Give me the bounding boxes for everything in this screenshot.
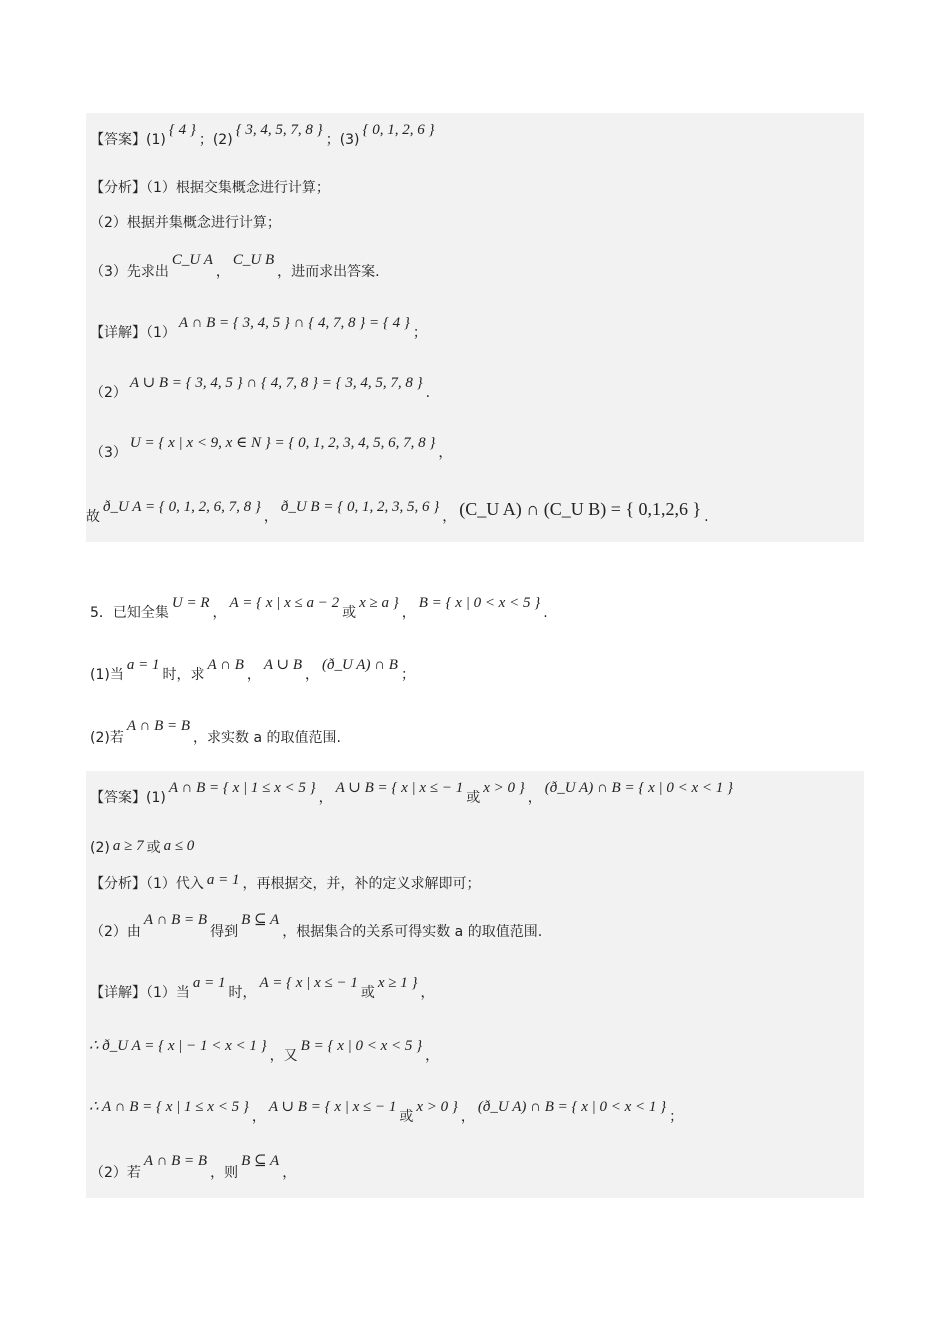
answer-line-2b (90, 838, 197, 858)
text: （3） (90, 445, 127, 461)
math-expr: U = { x | x < 9, x ∈ N } = { 0, 1, 2, 3, 4, 5, 6, 7, 8 } (129, 435, 436, 451)
answer-label: 【答案】 (90, 132, 146, 148)
detail-line-2-4 (90, 1153, 297, 1183)
detail-line-2-3 (86, 1099, 684, 1127)
text: (2)若 (90, 730, 124, 746)
math-expr: { 3, 4, 5, 7, 8 } (235, 122, 323, 138)
math-expr: A = { x | x ≤ a − 2 (229, 595, 340, 611)
text: （1） (146, 325, 176, 341)
math-expr: (ð_U A) ∩ B (321, 657, 398, 673)
text: 或 (360, 985, 375, 1001)
text: ， (318, 790, 333, 806)
part-marker: (2) (212, 132, 233, 148)
part-marker: (2) (90, 840, 110, 856)
text: ； (412, 325, 427, 341)
text: ，进而求出答案. (277, 264, 380, 280)
text: ，根据集合的关系可得实数 a 的取值范围. (282, 924, 543, 940)
detail-line-2 (90, 375, 431, 403)
text: ， (420, 985, 435, 1001)
text: ， (304, 667, 319, 683)
part-marker: (1) (146, 132, 166, 148)
text: ， (212, 605, 227, 621)
text: 故 (86, 509, 100, 525)
math-expr: (C_U A) ∩ (C_U B) = { 0,1,2,6 } (459, 499, 702, 519)
math-expr: A ∩ B = { 3, 4, 5 } ∩ { 4, 7, 8 } = { 4 } (178, 315, 410, 331)
text: 或 (342, 605, 357, 621)
math-expr: A ∪ B (263, 657, 302, 673)
separator: ； (198, 132, 213, 148)
math-expr: (ð_U A) ∩ B = { x | 0 < x < 1 } (544, 780, 733, 796)
text: （1）当 (146, 985, 190, 1001)
math-expr: A = { x | x ≤ − 1 (259, 975, 358, 991)
math-expr: a = 1 (206, 872, 240, 888)
question-5-part-1 (90, 657, 415, 685)
math-expr: (ð_U A) ∩ B = { x | 0 < x < 1 } (477, 1099, 667, 1115)
text: （1）根据交集概念进行计算； (146, 180, 330, 196)
analysis-label: 【分析】 (90, 876, 146, 892)
text: （2）由 (90, 924, 141, 940)
part-marker: (1) (146, 790, 166, 806)
math-expr: B = { x | 0 < x < 5 } (300, 1038, 423, 1054)
text: . (425, 385, 431, 401)
text: ，求实数 a 的取值范围. (193, 730, 341, 746)
text: (1)当 (90, 667, 124, 683)
math-expr: A ∩ B = { x | 1 ≤ x < 5 } (168, 780, 316, 796)
text: 或 (466, 790, 481, 806)
part-marker: (3) (339, 132, 360, 148)
text: （3）先求出 (90, 264, 169, 280)
math-expr: A ∪ B = { x | x ≤ − 1 (268, 1099, 397, 1115)
math-expr: ð_U B = { 0, 1, 2, 3, 5, 6 } (280, 499, 440, 515)
math-expr: a = 1 (126, 657, 160, 673)
math-expr: U = R (171, 595, 210, 611)
math-expr: A ∩ B = B (126, 718, 191, 734)
math-expr: a ≤ 0 (163, 838, 195, 854)
detail-line-2-2 (86, 1038, 440, 1066)
text: ， (425, 1048, 440, 1064)
text: ， (442, 509, 457, 525)
text: ， (215, 264, 230, 280)
text: ， (251, 1109, 266, 1125)
math-expr: a = 1 (192, 975, 226, 991)
analysis-line-2-1 (90, 874, 481, 894)
text: 或 (146, 840, 161, 856)
detail-line-4 (86, 499, 709, 527)
detail-line-1 (90, 315, 427, 343)
detail-line-2-1 (90, 975, 435, 1003)
text: ，再根据交，并，补的定义求解即可； (242, 876, 481, 892)
text: ， (263, 509, 278, 525)
math-expr: { 4 } (168, 122, 196, 138)
text: ； (400, 667, 415, 683)
math-expr: A ∩ B (207, 657, 244, 673)
math-expr: B = { x | 0 < x < 5 } (418, 595, 541, 611)
question-5-stem (90, 595, 548, 623)
math-expr: C_U A (171, 252, 213, 268)
math-expr: ∴ ð_U A = { x | − 1 < x < 1 } (89, 1038, 267, 1054)
math-expr: C_U B (232, 252, 275, 268)
text: ， (246, 667, 261, 683)
analysis-line-3 (90, 252, 380, 282)
math-expr: ð_U A = { 0, 1, 2, 6, 7, 8 } (103, 499, 261, 515)
math-expr: x ≥ a } (359, 595, 399, 611)
analysis-label: 【分析】 (90, 180, 146, 196)
math-expr: x > 0 } (416, 1099, 458, 1115)
text: 时，求 (162, 667, 205, 683)
text: ，则 (210, 1165, 239, 1181)
math-expr: B ⊆ A (241, 912, 280, 928)
question-5-part-2 (90, 718, 341, 748)
text: 或 (399, 1109, 414, 1125)
math-expr: { 0, 1, 2, 6 } (362, 122, 435, 138)
text: （1）代入 (146, 876, 204, 892)
text: . (543, 605, 548, 621)
math-expr: A ∩ B = B (143, 1153, 208, 1169)
text: ； (669, 1109, 684, 1125)
text: ， (401, 605, 416, 621)
text: 时， (228, 985, 257, 1001)
math-expr: x ≥ 1 } (377, 975, 418, 991)
text: 5．已知全集 (90, 605, 169, 621)
analysis-line-2 (90, 213, 281, 233)
math-expr: B ⊆ A (241, 1153, 280, 1169)
math-expr: A ∪ B = { x | x ≤ − 1 (335, 780, 464, 796)
detail-line-3 (90, 435, 453, 463)
math-expr: a ≥ 7 (112, 838, 144, 854)
detail-label: 【详解】 (90, 985, 146, 1001)
text: ， (460, 1109, 475, 1125)
math-expr: A ∪ B = { 3, 4, 5 } ∩ { 4, 7, 8 } = { 3, 4, 5, 7, 8 } (129, 375, 423, 391)
text: （2）根据并集概念进行计算； (90, 215, 281, 231)
separator: ； (325, 132, 340, 148)
text: ，又 (269, 1048, 298, 1064)
text: 得到 (210, 924, 239, 940)
detail-label: 【详解】 (90, 325, 146, 341)
math-expr: A ∩ B = B (143, 912, 208, 928)
text: ， (527, 790, 542, 806)
answer-line-2 (90, 780, 736, 808)
math-expr: x > 0 } (483, 780, 525, 796)
text: ， (438, 445, 453, 461)
analysis-line-2-2 (90, 912, 543, 942)
text: （2）若 (90, 1165, 141, 1181)
answer-line-1 (90, 122, 438, 150)
math-expr: ∴ A ∩ B = { x | 1 ≤ x < 5 } (89, 1099, 249, 1115)
text: ， (282, 1165, 297, 1181)
analysis-line-1 (90, 178, 330, 198)
answer-label: 【答案】 (90, 790, 146, 806)
text: . (704, 509, 709, 525)
text: （2） (90, 385, 127, 401)
